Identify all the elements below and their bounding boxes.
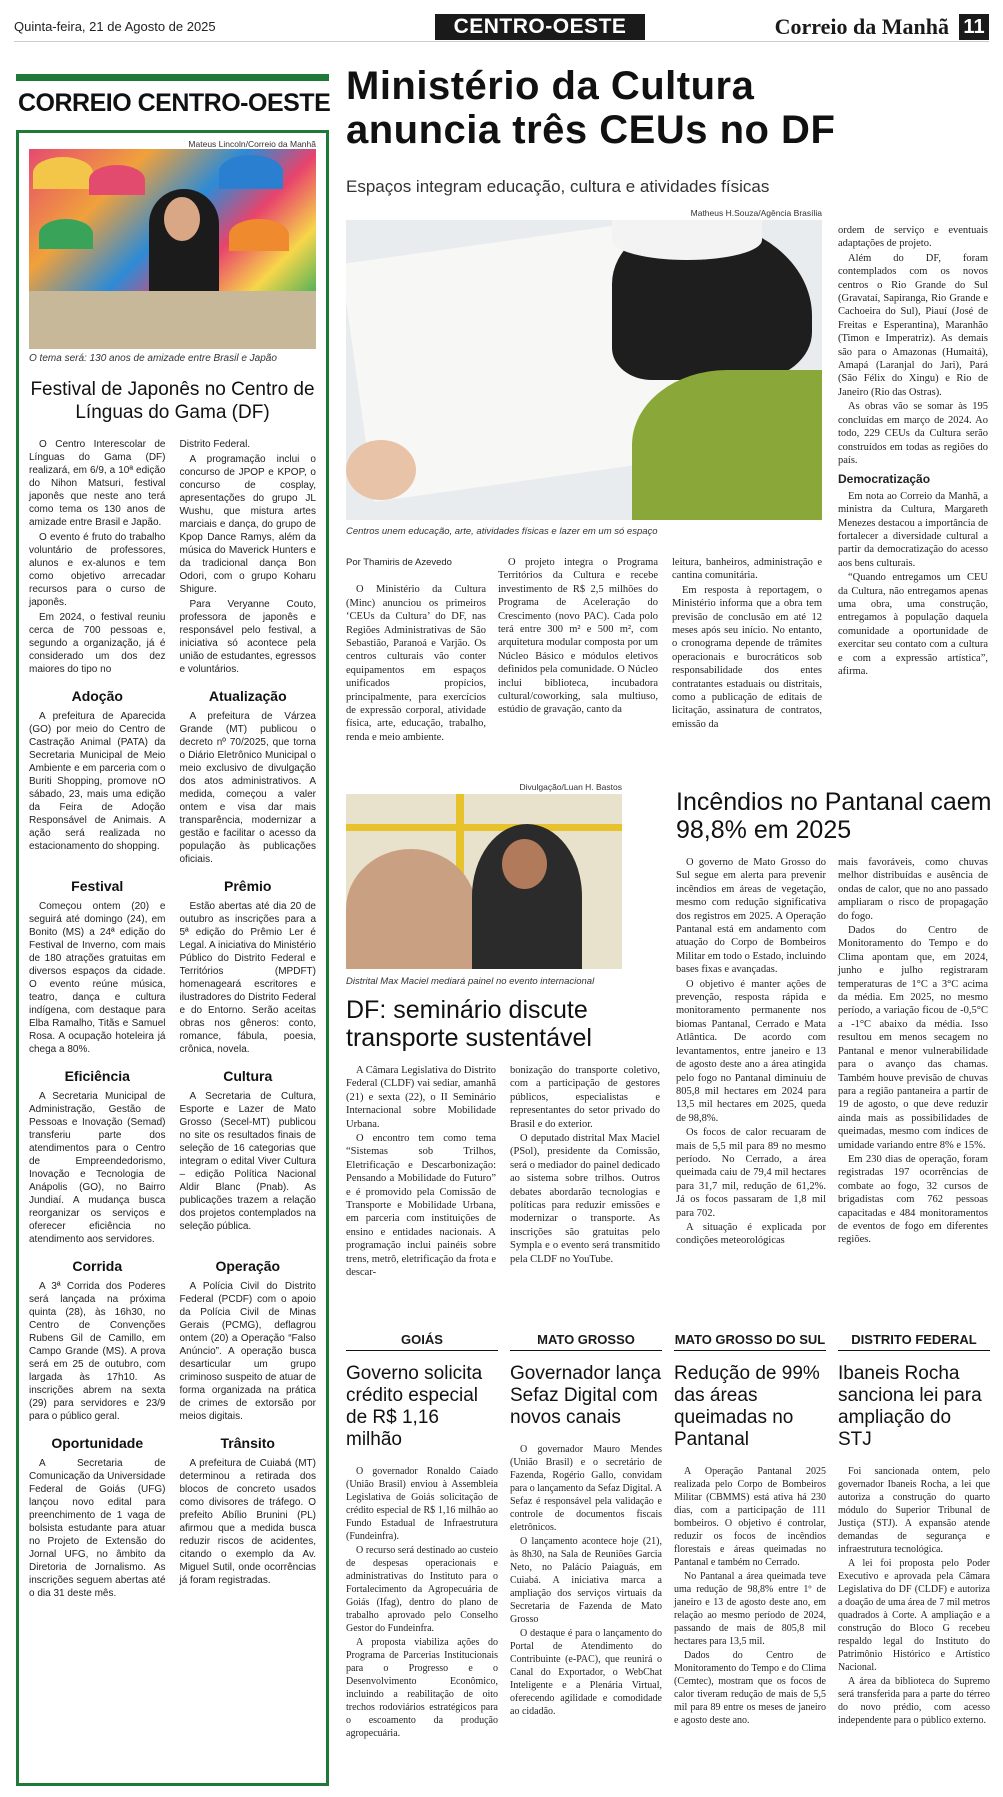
note-text: A prefeitura de Aparecida (GO) por meio do Centro de Castração Animal (PATA) da Secretaria Municipal de Meio Ambiente e em parceria com o Buriti Shopping, promove nO sábado, 23, mais uma edição da Feira de Adoção Responsável de Animais. A ação será realizada no estacionamento do shopping. xyxy=(29,711,166,852)
fan-decoration xyxy=(89,165,145,195)
paragraph: leitura, banheiros, administração e cantina comunitária. xyxy=(672,557,822,582)
passenger-figure xyxy=(346,849,476,969)
note-text: Começou ontem (20) e seguirá até domingo (24), em Bonito (MS) a 24ª edição do Festival de Inverno, com mais de 180 atrações gratuitas em diversos espaços da cidade. O evento reúne música, teatro, dança e cultura indígena, com destaque para Elba Ramalho, Titãs e Samuel Rosa. A ocupação hoteleira já chega a 80%. xyxy=(29,901,166,1055)
regional-distrito-federal xyxy=(838,1332,990,1728)
paragraph: bonização do transporte coletivo, com a participação de gestores públicos, especialistas e representantes do setor privado do Brasil e do exterior. xyxy=(510,1065,660,1130)
paragraph: O lançamento acontece hoje (21), às 8h30, na Sala de Reuniões Garcia Neto, no Palácio Paiaguás, em Cuiabá. A iniciativa marca a ampliação dos serviços virtuais da Secretaria de Fazenda de Mato Grosso xyxy=(510,1536,662,1625)
note-text: A Secretaria de Cultura, Esporte e Lazer de Mato Grosso (Secel-MT) publicou no site os resultados finais de seleção de 16 categorias que integram o edital Viver Cultura – edição Política Nacional Aldir Blanc (Pnab). As publicações trazem a relação dos projetos contemplados na seleção pública. xyxy=(179,1091,316,1232)
paragraph: O objetivo é manter ações de prevenção, resposta rápida e monitoramento permanente nos biomas Pantanal, Cerrado e Mata Atlântica. De acordo com levantamentos, entre janeiro e 13 de agosto deste ano a área atingida pelo fogo no Pantanal diminuiu de 805,8 mil hectares em 2024 para 13,5 mil hectares em 2025, queda de 98,8%. xyxy=(676,978,826,1124)
paragraph: A programação inclui o concurso de JPOP e KPOP, o concurso de cosplay, apresentações do grupo JL Wushu, que mistura artes marciais e dança, do grupo de Kpop Dance Ramys, além da música do Maverick Hunters e da tradicional dança Bon Odori, com o grupo Koharu Shigure. xyxy=(179,454,316,595)
hand-shape xyxy=(346,440,416,500)
sidebar-headline: Festival de Japonês no Centro de Línguas do Gama (DF) xyxy=(30,379,315,423)
bus-rail xyxy=(346,824,622,831)
regional-goias xyxy=(346,1332,498,1741)
paragraph: No Pantanal a área queimada teve uma redução de 98,8% entre 1º de janeiro e 13 de agosto deste ano, em relação ao mesmo período de 2024, passando de mais de 805,8 mil hectares para 13,5 mil. xyxy=(674,1571,826,1647)
photo-caption: Centros unem educação, arte, atividades físicas e lazer em um só espaço xyxy=(346,526,658,537)
note-title: Eficiência xyxy=(64,1068,130,1084)
paragraph: Dados do Centro de Monitoramento do Tempo e do Clima (Cemtec), mostram que os focos de calor tiveram redução de mais de 5,5 mil para 89 entre os meses de janeiro e agosto deste ano. xyxy=(674,1650,826,1726)
paragraph: Foi sancionada ontem, pelo governador Ibaneis Rocha, a lei que autoriza a construção do quarto módulo do Superior Tribunal de Justiça (STJ). A expansão atende demandas de segurança e infraestrutura tecnológica. xyxy=(838,1466,990,1555)
regional-mato-grosso xyxy=(510,1332,662,1719)
note-title: Prêmio xyxy=(224,878,272,894)
note-title: Atualização xyxy=(208,688,287,704)
fan-decoration xyxy=(229,219,289,251)
note-text: Estão abertas até dia 20 de outubro as inscrições para a 5ª edição do Prêmio Ler é Legal. A iniciativa do Ministério Público do Distrito Federal e Territórios (MPDFT) homenageará escritores e ilustradores do Distrito Federal e do Entorno. Serão aceitas obras nos gêneros: conto, romance, fábula, poesia, crônica, novela. xyxy=(179,901,316,1055)
paragraph: Dados do Centro de Monitoramento do Tempo e do Clima apontam que, em 2024, junho e julho registraram temperaturas de 1°C a 3°C acima da média. Em 2025, no mesmo período, a variação ficou de -0,5°C a -1°C abaixo da média. Isso resultou em menos secagem no Pantanal e menor vulnerabilidade para o avanço das chamas. Também houve previsão de chuvas para a região pantaneira a partir de 19 de agosto, o que deve reduzir ainda mais as possibilidades de queimadas, mesmo com índices de umidade variando entre 8% e 15%. xyxy=(838,925,988,1151)
sidebar-notes-row xyxy=(29,1248,316,1425)
paragraph: O recurso será destinado ao custeio de despesas operacionais e administrativas do Instituto para o Fortalecimento da Agropecuária de Goiás (Ifag), dentro do plano de trabalho aprovado pelo Conselho Gestor do Fundeinfra. xyxy=(346,1545,498,1634)
newspaper-name: Correio da Manhã xyxy=(774,14,949,39)
photo-credit: Mateus Lincoln/Correio da Manhã xyxy=(188,139,316,149)
lead-headline: Ministério da Cultura anuncia três CEUs no DF xyxy=(346,64,836,152)
cap-shape xyxy=(612,220,762,260)
paragraph: O destaque é para o lançamento do Portal de Atendimento do Contribuinte (e-PAC), que reunirá o Canal do Exportador, o WebChat Inteligente e a Plenária Virtual, oferecendo agilidade e comodidade ao cidadão. xyxy=(510,1628,662,1717)
photo-caption: O tema será: 130 anos de amizade entre Brasil e Japão xyxy=(29,353,277,364)
lead-column-1 xyxy=(346,556,486,745)
lead-column-3 xyxy=(672,556,822,732)
man-face xyxy=(502,839,547,889)
paragraph: O Ministério da Cultura (Minc) anunciou os primeiros ‘CEUs da Cultura’ do DF, nas Regiões Administrativas de São Sebastião, Paranoá e Varjão. Os centros culturais vão conter equipamentos em espaços unificados propícios, principalmente, para exercícios de expressão corporal, atividade física, arte, educação, trabalho, renda e meio ambiente. xyxy=(346,584,486,743)
paragraph: A Operação Pantanal 2025 realizada pelo Corpo de Bombeiros Militar (CBMMS) está ativa há 230 dias, com a participação de 111 bombeiros. O objetivo é controlar, reduzir os focos de incêndios florestais e áreas queimadas no Pantanal e também no Cerrado. xyxy=(674,1466,826,1568)
sidebar-correio-centro-oeste xyxy=(16,74,329,1786)
display-table xyxy=(29,291,316,349)
region-tag: DISTRITO FEDERAL xyxy=(838,1332,990,1351)
note-title: Operação xyxy=(215,1258,281,1274)
paragraph: As obras vão se somar às 195 concluídas em março de 2024. Ao todo, 229 CEUs da Cultura serão construídos em todas as regiões do país. xyxy=(838,401,988,466)
page-number: 11 xyxy=(959,14,989,40)
note-title: Oportunidade xyxy=(51,1435,144,1451)
regional-headline: Governo solicita crédito especial de R$ 1,16 milhão xyxy=(346,1363,483,1450)
note-text: A prefeitura de Cuiabá (MT) determinou a retirada dos blocos de concreto usados como divisores de tráfego. O prefeito Abílio Brunini (PL) afirmou que a medida busca reduzir riscos de acidentes, citando o exemplo da Av. Miguel Sutil, onde ocorrências já foram registradas. xyxy=(179,1458,316,1586)
paragraph: ordem de serviço e eventuais adaptações de projeto. xyxy=(838,225,988,250)
paragraph: O Centro Interescolar de Línguas do Gama (DF) realizará, em 6/9, a 10ª edição do Nihon Matsuri, festival japonês que neste ano terá como tema os 130 anos de amizade entre Brasil e Japão. xyxy=(29,439,166,528)
paragraph: “Quando entregamos um CEU da Cultura, não entregamos apenas uma obra, uma construção, entregamos à população daquela comunidade a oportunidade de exercitar seu contato com a cultura e com a expressão artística”, afirma. xyxy=(838,572,988,677)
paragraph: O evento é fruto do trabalho voluntário de professores, alunos e ex-alunos e tem como objetivo arrecadar recursos para o curso de japonês. xyxy=(29,532,166,608)
section-badge: CENTRO-OESTE xyxy=(435,14,645,40)
paragraph: O projeto integra o Programa Territórios da Cultura e recebe investimento de R$ 2,5 milhões do Programa de Aceleração do Crescimento (novo PAC). Cada polo terá entre 300 m² e 500 m², com arquitetura modular composta por um Núcleo Básico e módulos eletivos definidos pela comunidade. O Núcleo inclui biblioteca, incubadora cultural/coworking, sala multiuso, estúdio de gravação, canto da xyxy=(498,557,658,716)
note-title: Trânsito xyxy=(220,1435,275,1451)
page-header xyxy=(14,14,989,42)
fan-decoration xyxy=(33,157,93,189)
woman-face xyxy=(164,197,200,241)
regional-headline: Redução de 99% das áreas queimadas no Pantanal xyxy=(674,1363,820,1450)
regional-headline: Ibaneis Rocha sanciona lei para ampliação do STJ xyxy=(838,1363,982,1450)
seminario-photo xyxy=(346,794,622,969)
photo-caption: Distrital Max Maciel mediará painel no evento internacional xyxy=(346,976,595,987)
paragraph: O deputado distrital Max Maciel (PSol), presidente da Comissão, será o mediador do painel dedicado ao sistema sobre trilhos. Outros debates abordarão tecnologias e políticas para reduzir emissões e modernizar o transporte. As inscrições são gratuitas pelo Sympla e o evento será transmitido pela CLDF no YouTube. xyxy=(510,1133,660,1265)
pantanal-column-1 xyxy=(676,856,826,1249)
sidebar-intro xyxy=(29,438,316,678)
seminario-column-2 xyxy=(510,1064,660,1267)
issue-date: Quinta-feira, 21 de Agosto de 2025 xyxy=(14,19,216,34)
sidebar-notes-row xyxy=(29,1058,316,1248)
sidebar-title: CORREIO CENTRO-OESTE xyxy=(18,89,331,117)
lead-column-2 xyxy=(498,556,658,718)
paragraph: A situação é explicada por condições meteorológicas xyxy=(676,1221,826,1247)
paragraph: O governo de Mato Grosso do Sul segue em alerta para prevenir incêndios em áreas de vegetação, mesmo com redução significativa dos registros em 2025. A Operação Pantanal está em andamento com atuação do Corpo de Bombeiros Militar em todo o Estado, incluindo bases fixas e avançadas. xyxy=(676,857,826,976)
shirt-shape xyxy=(632,370,822,520)
sidebar-accent-bar xyxy=(16,74,329,81)
paragraph: Em nota ao Correio da Manhã, a ministra da Cultura, Margareth Menezes destacou a importância de fortalecer a diversidade cultural a partir da democratização do acesso aos bens culturais. xyxy=(838,490,988,569)
note-text: A Secretaria Municipal de Administração, Gestão de Pessoas e Inovação (Semad) transferiu parte dos atendimentos para o Centro de Empreendedorismo, Inovação e Tecnologia de Anápolis (GO), no Bairro Jundiaí. A mudança busca reorganizar os serviços e oferecer eficiência no atendimento aos servidores. xyxy=(29,1091,166,1245)
sidebar-notes-row xyxy=(29,1425,316,1602)
paragraph: mais favoráveis, como chuvas melhor distribuídas e ausência de ondas de calor, que no ano passado ampliaram o risco de propagação do fogo. xyxy=(838,857,988,922)
sidebar-box xyxy=(16,130,329,1786)
paragraph: O governador Mauro Mendes (União Brasil) e o secretário de Fazenda, Rogério Gallo, convidam para o lançamento da Sefaz Digital. A Sefaz é responsável pela validação e controle de documentos fiscais eletrônicos. xyxy=(510,1444,662,1533)
subheading: Democratização xyxy=(838,472,931,487)
byline: Por Thamiris de Azevedo xyxy=(346,557,452,568)
region-tag: MATO GROSSO xyxy=(510,1332,662,1351)
region-tag: MATO GROSSO DO SUL xyxy=(674,1332,826,1351)
pantanal-headline: Incêndios no Pantanal caem 98,8% em 2025 xyxy=(676,788,992,844)
pantanal-column-2 xyxy=(838,856,988,1248)
festival-photo xyxy=(29,149,316,349)
paragraph: Em 230 dias de operação, foram registradas 197 ocorrências de combate ao fogo, 32 cursos de brigadistas com 762 pessoas capacitadas e 484 monitoramentos de eventos de fogo em diferentes regiões. xyxy=(838,1153,988,1246)
note-text: A Polícia Civil do Distrito Federal (PCDF) com o apoio da Polícia Civil de Minas Gerais (PCMG), deflagrou ontem (20) a Operação “Falso Anúncio”. A operação busca desarticular um grupo criminoso suspeito de atuar de forma organizada na prática de crimes de extorsão por meios digitais. xyxy=(179,1281,316,1422)
lead-photo xyxy=(346,220,822,520)
paragraph: A Câmara Legislativa do Distrito Federal (CLDF) vai sediar, amanhã (21) e sexta (22), o II Seminário Internacional sobre Mobilidade Urbana. xyxy=(346,1065,496,1130)
note-title: Festival xyxy=(71,878,124,894)
region-tag: GOIÁS xyxy=(346,1332,498,1351)
seminario-column-1 xyxy=(346,1064,496,1281)
photo-credit: Divulgação/Luan H. Bastos xyxy=(519,782,622,792)
paragraph: O encontro tem como tema “Sistemas sob Trilhos, Eletrificação e Descarbonização: Pensando a Mobilidade do Futuro” e é promovido pela Comissão de Transporte e Mobilidade Urbana, em parceria com instituições de ensino e entidades nacionais. A programação inclui painéis sobre trens, metrô, eletrificação da frota e descar- xyxy=(346,1133,496,1279)
lead-column-4 xyxy=(838,224,988,679)
paragraph: O governador Ronaldo Caiado (União Brasil) enviou à Assembleia Legislativa de Goiás solicitação de crédito especial de R$ 1,16 milhão ao Fundo Estadual de Infraestrutura (Fundeinfra). xyxy=(346,1466,498,1542)
regional-mato-grosso-do-sul xyxy=(674,1332,826,1728)
note-title: Cultura xyxy=(223,1068,273,1084)
paragraph: A lei foi proposta pelo Poder Executivo e aprovada pela Câmara Legislativa do DF (CLDF) e autoriza a doação de uma área de 7 mil metros quadrados à Corte. A ampliação e a construção do Bloco G recebeu respaldo legal do Instituto do Patrimônio Histórico e Artístico Nacional. xyxy=(838,1558,990,1673)
note-text: A 3ª Corrida dos Poderes será lançada na próxima quinta (28), às 16h30, no Centro de Convenções Rubens Gil de Camillo, em Campo Grande (MS). A prova será em 25 de outubro, com largada às 17h10. As inscrições abrem na sexta (29) para servidores e 23/9 para o público geral. xyxy=(29,1281,166,1422)
paragraph: Em resposta à reportagem, o Ministério informa que a obra tem previsão de conclusão em até 12 meses após seu início. No entanto, o cronograma depende de trâmites operacionais e burocráticos sob responsabilidade dos entes contratantes estaduais ou distritais, como a publicação de editais de licitação, assinatura de contratos, emissão da xyxy=(672,584,822,730)
note-title: Corrida xyxy=(72,1258,123,1274)
paragraph: Os focos de calor recuaram de mais de 5,5 mil para 89 no mesmo período. No Cerrado, a área queimada caiu de 79,4 mil hectares para 31,7 mil, redução de 61,2%. Já os focos passaram de 1,8 mil para 702. xyxy=(676,1127,826,1219)
note-text: A prefeitura de Várzea Grande (MT) publicou o decreto nº 70/2025, que torna o Diário Eletrônico Municipal o meio exclusivo de divulgação dos atos administrativos. A medida, começou a valer ontem e visa dar mais transparência, modernizar a gestão e facilitar o acesso da população às publicações oficiais. xyxy=(179,711,316,865)
paragraph: Além do DF, foram contemplados com os novos centros o Rio Grande do Sul (Gravataí, Sapiranga, Rio Grande e Cachoeira do Sul), Piauí (José de Freitas e Esperantina), Maranhão (Timon e Imperatriz). As demais são para o Amazonas (Humaitá), Amapá (Laranjal do Jari), Pará (São Félix do Xingu) e Rio de Janeiro (Rio das Ostras). xyxy=(838,252,988,398)
note-text: A Secretaria de Comunicação da Universidade Federal de Goiás (UFG) lançou novo edital para preenchimento de 1 vaga de bolsista estudante para atuar no Projeto de Extensão do Jornal UFG, no âmbito da Diretoria de Jornalismo. As inscrições seguem abertas até o dia 31 deste mês. xyxy=(29,1458,166,1599)
paragraph: A área da biblioteca do Supremo será transferida para a parte do térreo do novo prédio, com acesso independente para o público externo. xyxy=(838,1676,990,1726)
paragraph: Distrito Federal. xyxy=(179,439,251,450)
fan-decoration xyxy=(219,155,283,189)
note-title: Adoção xyxy=(71,688,123,704)
paragraph: A proposta viabiliza ações do Programa de Parcerias Institucionais para o Progresso e o Desenvolvimento Econômico, incluindo a reabilitação de oito trechos rodoviários estratégicos para o escoamento da produção agropecuária. xyxy=(346,1637,498,1739)
sidebar-notes-row xyxy=(29,678,316,868)
paragraph: Para Veryanne Couto, professora de japonês e responsável pelo festival, a iniciativa só acontece pela união de estudantes, egressos e voluntários. xyxy=(179,599,316,675)
paragraph: Em 2024, o festival reuniu cerca de 700 pessoas e, segundo a organização, já é considerado um dos dez maiores do tipo no xyxy=(29,612,166,675)
seminario-headline: DF: seminário discute transporte sustentável xyxy=(346,996,592,1052)
fan-decoration xyxy=(39,219,93,249)
regional-headline: Governador lança Sefaz Digital com novos canais xyxy=(510,1363,662,1428)
photo-credit: Matheus H.Souza/Agência Brasília xyxy=(690,208,822,218)
sidebar-notes-row xyxy=(29,868,316,1058)
lead-subtitle: Espaços integram educação, cultura e atividades físicas xyxy=(346,177,770,196)
